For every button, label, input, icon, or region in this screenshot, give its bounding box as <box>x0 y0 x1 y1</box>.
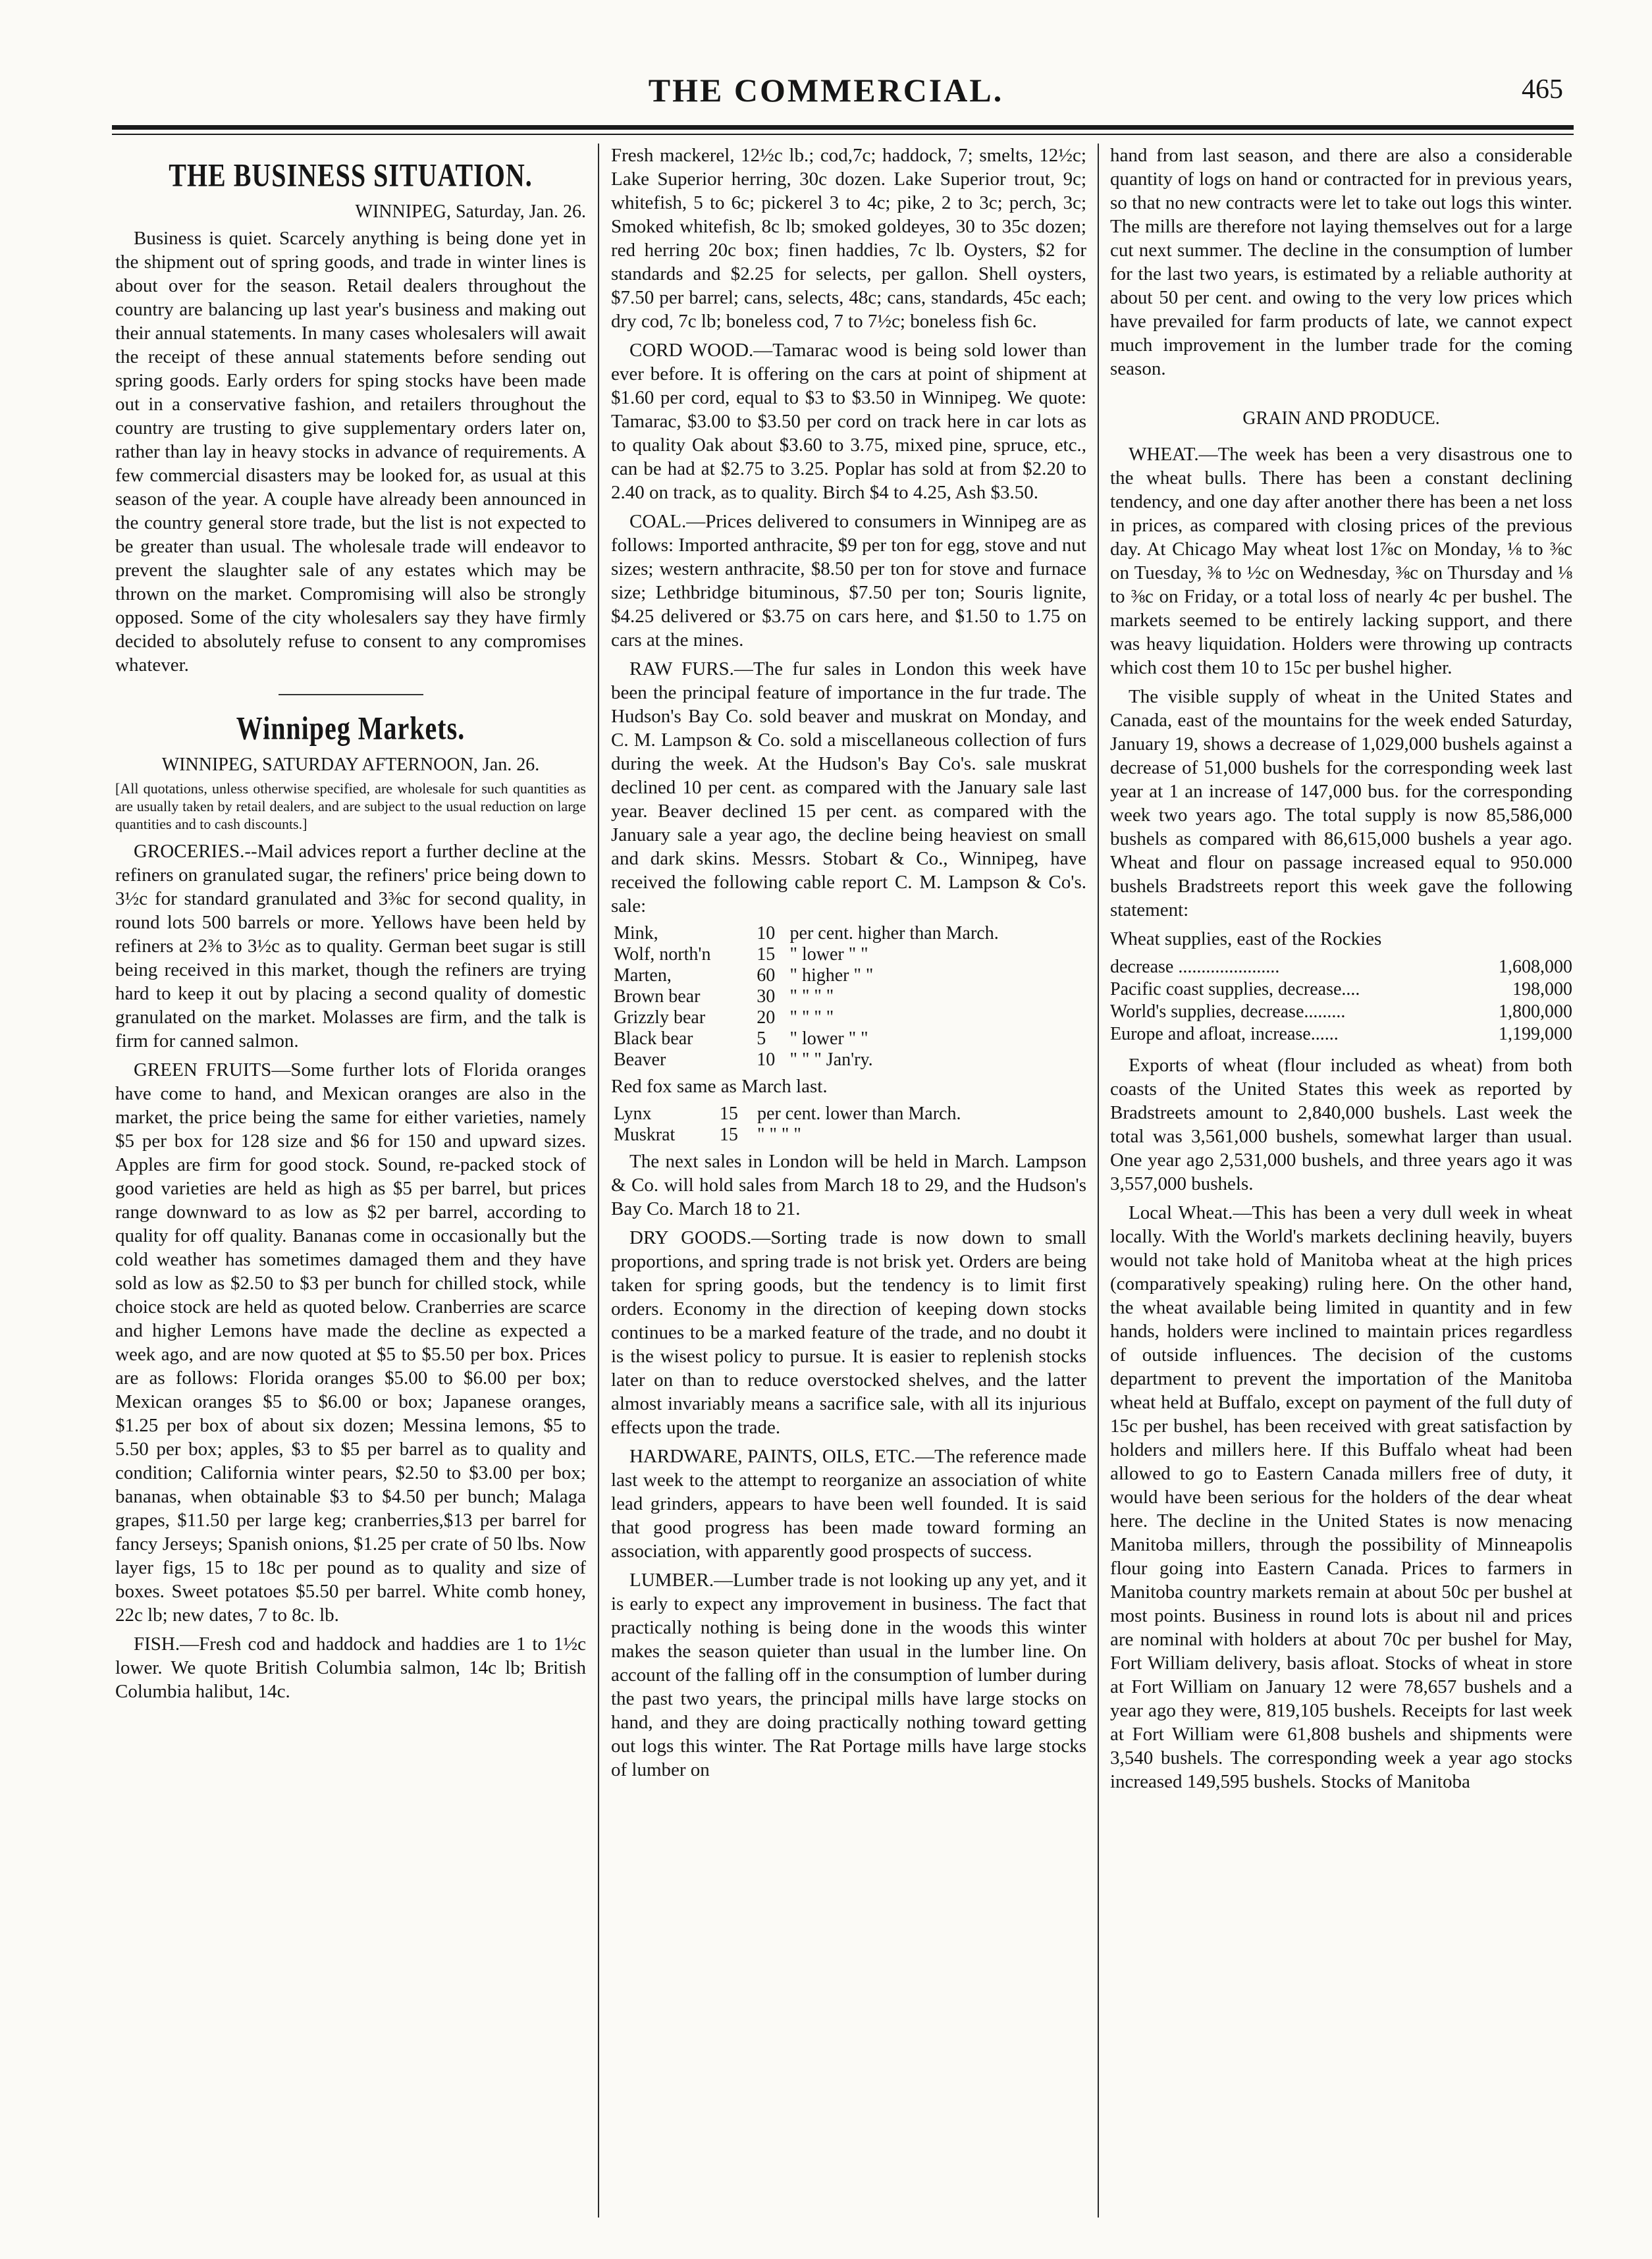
coal-paragraph: COAL.—Prices delivered to consumers in Winnipeg are as follows: Imported anthracite, $9 per ton for egg, stove and nut sizes; western anthracite, $8.50 per ton for stove and furnace size; Lethbridge bituminous, $7.50 per ton; Souris lignite, $4.25 delivered or $3.75 on cars here, and $1.50 to 1.75 on cars at the mines. <box>611 511 1086 651</box>
supply-amount-cell: 198,000 <box>1512 979 1572 999</box>
masthead-rule-thin <box>112 134 1574 135</box>
fur-price-table <box>611 923 1086 1071</box>
page-number: 465 <box>1522 74 1563 105</box>
supply-amount-cell: 1,199,000 <box>1499 1024 1572 1044</box>
fur-table-row <box>611 1007 1086 1028</box>
fur-percent-cell: 5 <box>757 1028 766 1049</box>
red-fox-line: Red fox same as March last. <box>611 1076 828 1097</box>
cord-wood-paragraph: CORD WOOD.—Tamarac wood is being sold lower than ever before. It is offering on the cars at point of shipment at $1.60 per cord, equal to $3 to $3.50 in Winnipeg. We quote: Tamarac, $3.00 to $3.50 per cord on track here in car lots as to quality Oak about $3.60 to 3.75, mixed pine, spruce, etc., can be had at $2.75 to 3.25. Poplar has sold at from $2.20 to 2.40 on track, as to quality. Birch $4 to 4.25, Ash $3.50. <box>611 340 1086 503</box>
fur-name-cell: Wolf, north'n <box>614 944 711 965</box>
fish-paragraph: FISH.—Fresh cod and haddock and haddies are 1 to 1½c lower. We quote British Columbia salmon, 14c lb; British Columbia halibut, 14c. <box>115 1634 586 1702</box>
fur-name-cell: Lynx <box>614 1103 652 1124</box>
fur-change-cell: " " " Jan'ry. <box>789 1050 873 1070</box>
fur-change-cell: " lower " " <box>789 1028 868 1049</box>
fur-name-cell: Beaver <box>614 1050 666 1070</box>
local-wheat-paragraph: Local Wheat.—This has been a very dull week in wheat locally. With the World's markets declining heavily, buyers would not take hold of Manitoba wheat at the high prices (comparatively speaking) ruling here. On the other hand, the wheat available being limited in quantity and in few hands, holders were inclined to maintain prices regardless of outside influences. The decision of the customs department to prevent the importation of the Manitoba wheat held at Buffalo, except on payment of the full duty of 15c per bushel, has been received with great satisfaction by holders and millers here. If this Buffalo wheat had been allowed to go to Eastern Canada millers free of duty, it would have been serious for the holders of the dear wheat here. The decline in the United States is now menacing Manitoba millers, through the possibility of Minneapolis flour going into Eastern Canada. Prices to farmers in Manitoba country markets remain at about 50c per bushel at most points. Business in round lots is about nil and prices are nominal with holders at about 70c per bushel for May, Fort William delivery, basis afloat. Stocks of wheat in store at Fort William on January 12 were 78,657 bushels and a year ago they were, 819,105 bushels. Receipts for last week at Fort William were 61,808 bushels and shipments were 3,540 bushels. The corresponding week a year ago stocks increased 149,595 bushels. Stocks of Manitoba <box>1110 1202 1572 1792</box>
supply-table-row <box>1110 1023 1572 1046</box>
grain-produce-subhead: GRAIN AND PRODUCE. <box>1242 408 1440 429</box>
masthead-rule-thick <box>112 125 1574 130</box>
newspaper-title: THE COMMERCIAL. <box>648 72 1004 109</box>
supply-label-cell: World's supplies, decrease......... <box>1110 1001 1346 1022</box>
masthead <box>0 0 1652 128</box>
fur-name-cell: Black bear <box>614 1028 693 1049</box>
fur-change-cell: per cent. lower than March. <box>757 1103 961 1124</box>
fur-name-cell: Mink, <box>614 923 658 943</box>
green-fruits-paragraph: GREEN FRUITS—Some further lots of Florida oranges have come to hand, and Mexican oranges are also in the market, the price being the same for either varieties, namely $5 per box for 128 size and $6 for 150 and upward sizes. Apples are firm for good stock. Sound, re-packed stock of good varieties are held as high as $5 per barrel, but prices range downward to as low as $2 per barrel, according to quality for off quality. Bananas come in occasionally but the cold weather has sometimes damaged them and they have sold as low as $2.50 to $3 per bunch for chilled stock, while choice stock are held as quoted below. Cranberries are scarce and higher Lemons have made the decline as expected a week ago, and are now quoted at $5 to $5.50 per box. Prices are as follows: Florida oranges $5.00 to $6.00 per box; Mexican oranges $5 to $6.00 or box; Japanese oranges, $1.25 per box of about six dozen; Messina lemons, $5 to 5.50 per box; apples, $3 to $5 per barrel as to quality and condition; California winter pears, $2.50 to $3.00 per box; bananas, when obtainable $3 to $4.50 per bunch; Malaga grapes, $11.50 per large keg; cranberries,$13 per barrel for fancy Jerseys; Spanish onions, $1.25 per crate of 50 lbs. Now layer figs, 15 to 18c per pound as to quality and size of boxes. Sweet potatoes $5.50 per barrel. White comb honey, 22c lb; new dates, 7 to 8c. lb. <box>115 1059 586 1626</box>
fur-table-row <box>611 986 1086 1007</box>
business-situation-body: Business is quiet. Scarcely anything is being done yet in the shipment out of spring goods, and trade in winter lines is about over for the season. Retail dealers throughout the country are balancing up last year's business and making out their annual statements. In many cases wholesalers will await the receipt of these annual statements before sending out spring goods. Early orders for sping stocks have been made out in a conservative fashion, and retailers throughout the country are trusting to give supplementary orders later on, rather than lay in heavy stocks in advance of requirements. A few commercial disasters may be looked for, as usual at this season of the year. A couple have already been announced in the country general store trade, but the list is not expected to be greater than usual. The wholesale trade will endeavor to prevent the slaughter sale of any estates which may be thrown on the market. Compromising will also be strongly opposed. Some of the city wholesalers say they have firmly decided to absolutely refuse to consent to any compromises whatever. <box>115 228 586 676</box>
fur-change-cell: " lower " " <box>789 944 868 965</box>
fur-table-row <box>611 965 1086 986</box>
supply-table-row <box>1110 1001 1572 1023</box>
column-2 <box>611 144 1086 2218</box>
quotations-note: [All quotations, unless otherwise specified, are wholesale for such quantities as are usually taken by retail dealers, and are subject to the usual reduction on large quantities and to cash discounts.] <box>115 780 586 832</box>
fur-name-cell: Marten, <box>614 965 672 986</box>
supply-table-row <box>1110 978 1572 1001</box>
supply-amount-cell: 1,800,000 <box>1499 1001 1572 1022</box>
fur-price-table-2 <box>611 1103 1086 1146</box>
fur-percent-cell: 15 <box>757 944 776 965</box>
fur-table-row <box>611 1103 1086 1125</box>
column-1 <box>115 144 586 2218</box>
article-separator <box>279 694 423 695</box>
supply-label-cell: Pacific coast supplies, decrease.... <box>1110 979 1360 999</box>
supply-intro-line: Wheat supplies, east of the Rockies <box>1110 928 1382 949</box>
column-divider-2 <box>1098 144 1099 2218</box>
fur-percent-cell: 15 <box>719 1125 738 1145</box>
raw-furs-paragraph: RAW FURS.—The fur sales in London this week have been the principal feature of importance in the fur trade. The Hudson's Bay Co. sold beaver and muskrat on Monday, and C. M. Lampson & Co. sold a miscellaneous collection of furs during the week. At the Hudson's Bay Co's. sale muskrat declined 10 per cent. as compared with the January sale last year. Beaver declined 15 per cent. as compared with the January sale a year ago, the decline being heaviest on small and dark skins. Messrs. Stobart & Co., Winnipeg, have received the following cable report C. M. Lampson & Co's. sale: <box>611 658 1086 917</box>
fur-table-row <box>611 923 1086 944</box>
fur-change-cell: " higher " " <box>789 965 874 986</box>
wheat-paragraph: WHEAT.—The week has been a very disastrous one to the wheat bulls. There has been a constant declining tendency, and one day after another there has been a net loss in prices, as compared with closing prices of the previous day. At Chicago May wheat lost 1⅞c on Monday, ⅛ to ⅜c on Tuesday, ⅜ to ½c on Wednesday, ⅜c on Thursday and ⅛ to ⅜c on Friday, or a total loss of nearly 4c per bushel. The markets seemed to be entirely lacking support, and there was heavy liquidation. Holders were throwing up contracts which cost them 10 to 15c per bushel higher. <box>1110 444 1572 678</box>
fur-name-cell: Muskrat <box>614 1125 676 1145</box>
dry-goods-paragraph: DRY GOODS.—Sorting trade is now down to small proportions, and spring trade is not brisk yet. Orders are being taken for spring goods, but the tendency is to limit first orders. Economy in the direction of keeping down stocks continues to be a marked feature of the trade, and no doubt it is the wisest policy to pursue. It is easier to replenish stocks later on than to reduce overstocked shelves, and the latter almost invariably means a sacrifice sale, with all its injurious effects upon the trade. <box>611 1227 1086 1438</box>
fur-change-cell: " " " " <box>757 1125 801 1145</box>
fur-table-row <box>611 1050 1086 1071</box>
fur-percent-cell: 20 <box>757 1007 776 1028</box>
winnipeg-markets-headline: Winnipeg Markets. <box>236 709 466 747</box>
wheat-supply-table <box>1110 956 1572 1046</box>
exports-paragraph: Exports of wheat (flour included as wheat) from both coasts of the United States this week as reported by Bradstreets amount to 2,840,000 bushels. Last week the total was 3,561,000 bushels, somewhat larger than usual. One year ago 2,531,000 bushels, and three years ago it was 3,557,000 bushels. <box>1110 1055 1572 1194</box>
fur-table-row <box>611 1125 1086 1146</box>
next-sales-paragraph: The next sales in London will be held in March. Lampson & Co. will hold sales from March 18 to 29, and the Hudson's Bay Co. March 18 to 21. <box>611 1151 1086 1219</box>
lumber-continued-paragraph: hand from last season, and there are also a considerable quantity of logs on hand or contracted for in previous years, so that no new contracts were let to take out logs this winter. The mills are therefore not laying themselves out for a large cut next summer. The decline in the consumption of lumber for the last two years, is estimated by a reliable authority at about 50 per cent. and owing to the very low prices which have prevailed for farm products of late, we cannot expect much improvement in the lumber trade for the coming season. <box>1110 145 1572 379</box>
groceries-paragraph: GROCERIES.--Mail advices report a further decline at the refiners on granulated sugar, the refiners' price being down to 3½c for standard granulated and 3⅜c for second quality, in round lots 500 barrels or more. Yellows have been held by refiners at 2⅜ to 3½c as to quality. German beet sugar is still being received in this market, though the refiners are trying hard to keep it out by placing a second quality of domestic granulated on the market. Molasses are firm, and the talk is firm for canned salmon. <box>115 841 586 1051</box>
column-3 <box>1110 144 1572 2218</box>
fur-change-cell: per cent. higher than March. <box>789 923 999 943</box>
fur-change-cell: " " " " <box>789 1007 834 1028</box>
fur-percent-cell: 60 <box>757 965 776 986</box>
winnipeg-markets-dateline: WINNIPEG, SATURDAY AFTERNOON, Jan. 26. <box>161 755 540 775</box>
fur-name-cell: Brown bear <box>614 986 701 1007</box>
fur-percent-cell: 30 <box>757 986 776 1007</box>
supply-label-cell: Europe and afloat, increase...... <box>1110 1024 1339 1044</box>
fur-table-row <box>611 944 1086 965</box>
fur-percent-cell: 10 <box>757 923 776 943</box>
visible-supply-paragraph: The visible supply of wheat in the United States and Canada, east of the mountains for the week ended Saturday, January 19, shows a decrease of 1,029,000 bushels against a decrease of 51,000 bushels for the corresponding week last year at 1 an increase of 147,000 bus. for the corresponding week two years ago. The total supply is now 85,586,000 bushels as compared with 86,615,000 bushels a year ago. Wheat and flour on passage increased equal to 950.000 bushels Bradstreets report this week gave the following statement: <box>1110 686 1572 920</box>
hardware-paragraph: HARDWARE, PAINTS, OILS, ETC.—The reference made last week to the attempt to reorganize an association of white lead grinders, appears to have been well founded. It is said that good progress has been made toward forming an association, with apparently good prospects of success. <box>611 1446 1086 1562</box>
column-divider-1 <box>598 144 599 2218</box>
business-situation-dateline: WINNIPEG, Saturday, Jan. 26. <box>355 201 586 222</box>
supply-amount-cell: 1,608,000 <box>1499 957 1572 977</box>
supply-label-cell: decrease ...................... <box>1110 957 1280 977</box>
fur-name-cell: Grizzly bear <box>614 1007 706 1028</box>
fur-percent-cell: 10 <box>757 1050 776 1070</box>
business-situation-headline: THE BUSINESS SITUATION. <box>169 156 533 194</box>
lumber-paragraph: LUMBER.—Lumber trade is not looking up any yet, and it is early to expect any improvement in business. The fact that practically nothing is being done in the woods this winter makes the season quieter than usual in the lumber line. On account of the falling off in the consumption of lumber during the past two years, the principal mills have large stocks on hand, and they are doing practically nothing toward getting out logs this winter. The Rat Portage mills have large stocks of lumber on <box>611 1570 1086 1780</box>
fur-change-cell: " " " " <box>789 986 834 1007</box>
fur-percent-cell: 15 <box>719 1103 738 1124</box>
fur-table-row <box>611 1028 1086 1050</box>
supply-table-row <box>1110 956 1572 978</box>
fish-continued-paragraph: Fresh mackerel, 12½c lb.; cod,7c; haddock, 7; smelts, 12½c; Lake Superior herring, 30c dozen. Lake Superior trout, 9c; whitefish, 5 to 6c; pickerel 3 to 4c; pike, 2 to 3c; perch, 3c; Smoked whitefish, 8c lb; smoked goldeyes, 30 to 35c dozen; red herring 20c box; finen haddies, 7c lb. Oysters, $2 for standards and $2.25 for selects, per gallon. Shell oysters, $7.50 per barrel; cans, selects, 48c; cans, standards, 45c each; dry cod, 7c lb; boneless cod, 7 to 7½c; boneless fish 6c. <box>611 145 1086 332</box>
